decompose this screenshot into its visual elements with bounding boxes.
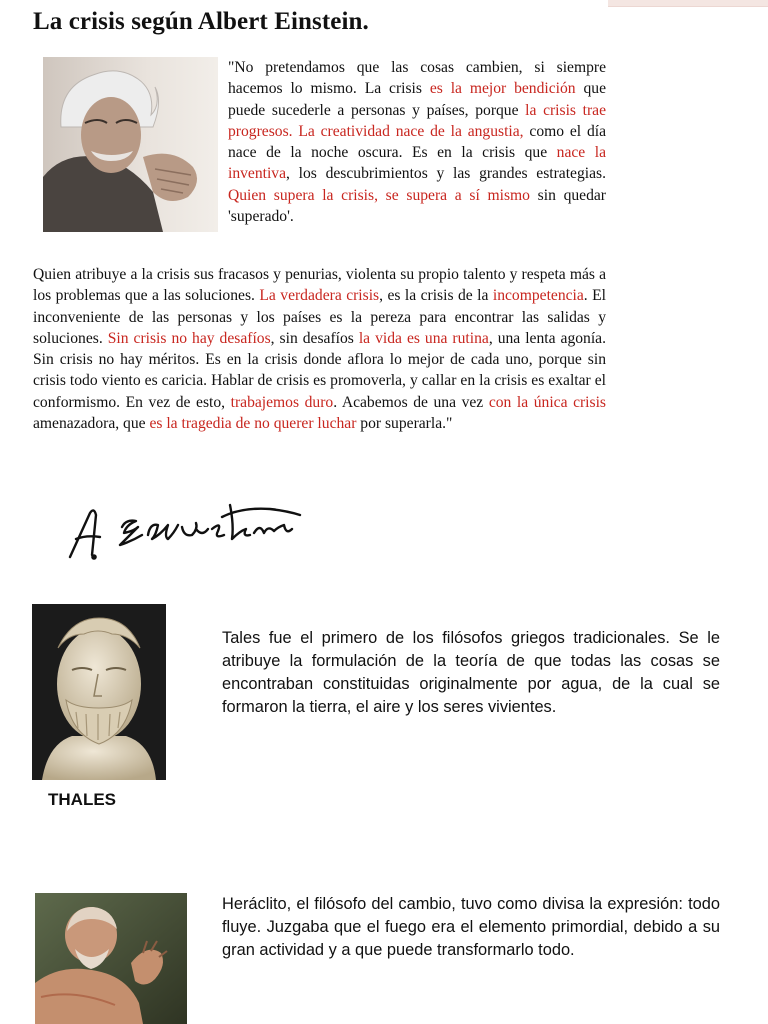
quote-text: . El inconveniente de las personas y los países es la pereza para encontrar las salidas y soluciones. [33, 287, 607, 347]
quote-highlight: nace la inventiva [228, 144, 606, 183]
top-edge-accent [608, 0, 768, 7]
thales-description: Tales fue el primero de los filósofos griegos tradicionales. Se le atribuye la formulación de la teoría de que todas las cosas se encontraban constituidas originalmente por agua, de la cual se formaron la tierra, el aire y los seres vivientes. [222, 629, 720, 716]
quote-text: sin quedar 'superado'. [228, 186, 606, 226]
quote-highlight: Sin crisis no hay desafíos [107, 329, 271, 347]
quote-paragraph-2 [33, 264, 606, 434]
quote-text: . Acabemos de una vez [333, 393, 489, 411]
quote-text: como el día nace de la noche oscura. Es en la crisis que [228, 122, 606, 162]
quote-highlight: trabajemos duro [230, 393, 334, 411]
quote-text: por superarla." [356, 415, 453, 433]
quote-text: "No pretendamos que las cosas cambien, si siempre hacemos lo mismo. La crisis [228, 59, 606, 98]
quote-highlight: es la mejor bendición [429, 80, 576, 98]
thales-caption: THALES [48, 790, 116, 809]
einstein-photo [43, 57, 218, 232]
quote-text: , una lenta agonía. Sin crisis no hay méritos. Es en la crisis donde aflora lo mejor de cada uno, porque sin crisis todo viento es caricia. Hablar de crisis es promoverla, y callar en la crisis es exaltar el conformismo. En vez de esto, [33, 329, 606, 411]
quote-highlight: la crisis trae progresos. La creatividad nace de la angustia, [228, 101, 606, 140]
heraclito-photo [35, 893, 187, 1024]
quote-highlight: incompetencia [492, 287, 584, 305]
einstein-signature [64, 495, 314, 565]
quote-text: Quien atribuye a la crisis sus fracasos y penurias, violenta su propio talento y respeta más a los problemas que a las soluciones. [33, 266, 606, 305]
quote-highlight: es la tragedia de no querer luchar [149, 415, 357, 433]
quote-text: que puede sucederle a personas y países, porque [228, 80, 606, 119]
quote-highlight: la vida es una rutina [358, 329, 489, 347]
quote-paragraph-1 [228, 57, 606, 227]
quote-text: , los descubrimientos y las grandes estrategias. [286, 165, 606, 183]
quote-text: , es la crisis de la [379, 287, 493, 305]
page-title: La crisis según Albert Einstein. [33, 8, 369, 35]
thales-photo [32, 604, 166, 780]
heraclito-description: Heráclito, el filósofo del cambio, tuvo como divisa la expresión: todo fluye. Juzgaba que el fuego era el elemento primordial, debido a su gran actividad y a que puede transformarlo todo. [222, 895, 720, 959]
quote-text: , sin desafíos [270, 329, 359, 347]
quote-highlight: La verdadera crisis [259, 287, 380, 305]
quote-highlight: con la única crisis [488, 393, 606, 411]
quote-highlight: Quien supera la crisis, se supera a sí mismo [228, 186, 530, 204]
quote-text: amenazadora, que [33, 415, 150, 433]
